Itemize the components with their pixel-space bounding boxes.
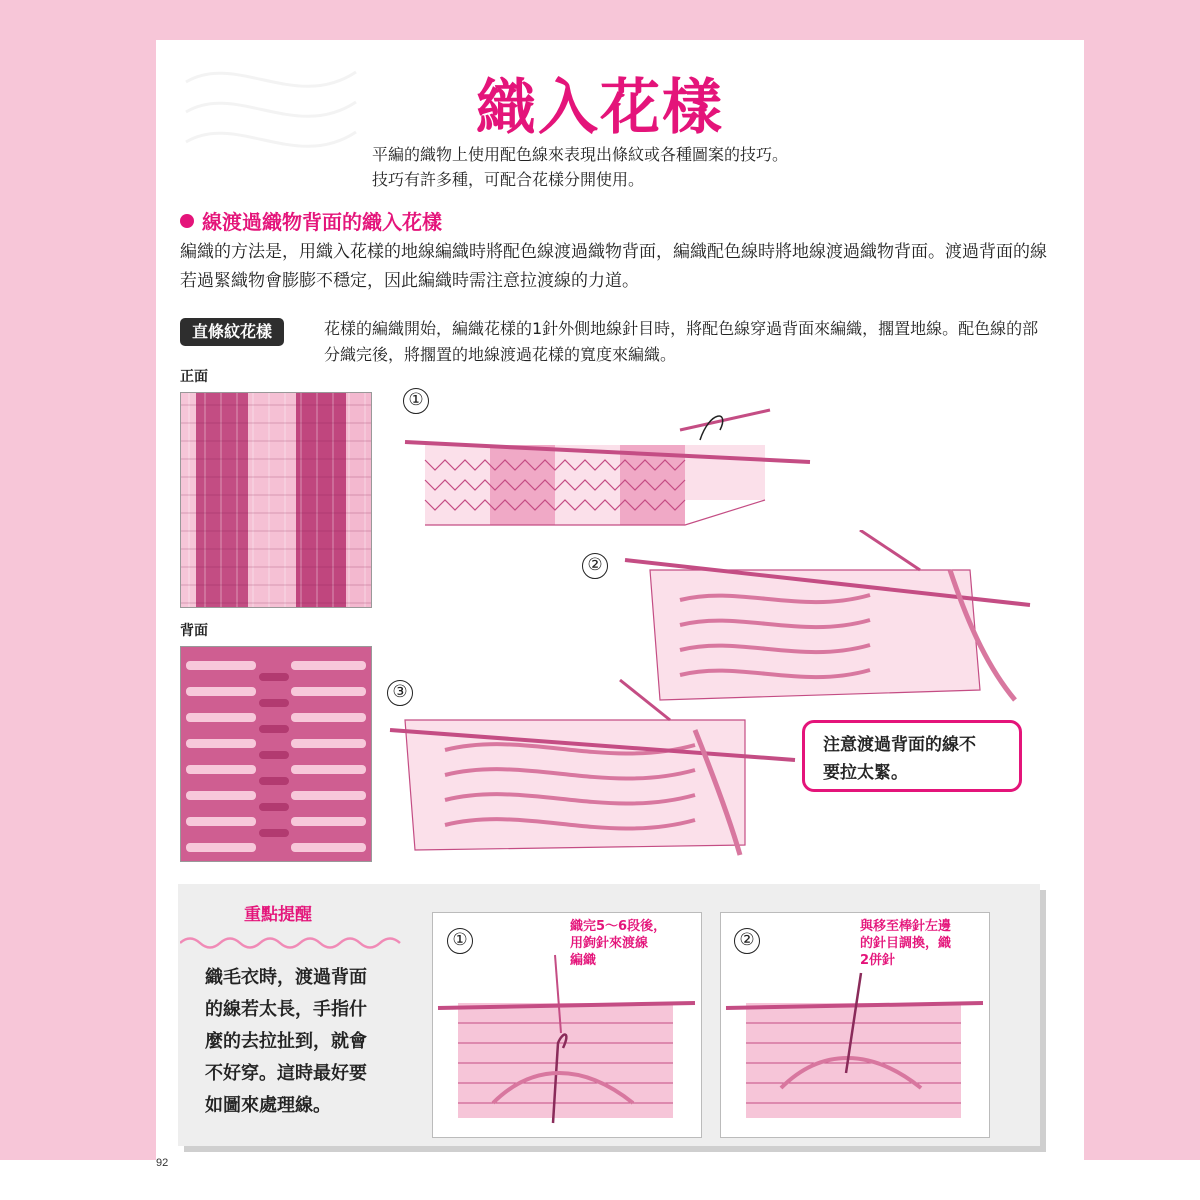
step-3-number: ③ [387,680,413,706]
tip-line-4: 不好穿。這時最好要 [205,1063,367,1084]
intro-line-2: 技巧有許多種，可配合花樣分開使用。 [372,170,645,189]
tip-panel-1-note [570,918,666,969]
tip-panel-1-note-line-2: 用鉤針來渡線 [570,936,649,951]
tip-panel-2-note-line-2: 的針目調換，織 [860,936,952,951]
tip-panel-2-number: ② [734,928,760,954]
intro-text [372,142,788,192]
intro-line-1: 平編的織物上使用配色線來表現出條紋或各種圖案的技巧。 [372,145,789,164]
top-color-band [156,0,1084,40]
tip-text [205,962,420,1122]
page-number: 92 [156,1157,169,1169]
step-1-knitting-diagram [400,400,820,540]
tip-line-2: 的線若太長，手指什 [205,999,367,1020]
step-3-knitting-diagram [385,660,805,860]
back-swatch-photo [180,646,372,862]
front-side-label: 正面 [180,369,208,385]
back-side-label: 背面 [180,623,208,639]
callout-line-1: 注意渡過背面的線不 [823,735,976,755]
section-heading-text: 線渡過織物背面的織入花樣 [202,210,442,234]
stripe-pattern-tag: 直條紋花樣 [180,318,284,346]
bottom-margin [156,1160,1084,1200]
tip-panel-1-note-line-1: 織完5～6段後， [570,919,667,934]
tip-panel-2-note-line-3: 2併針 [860,953,896,968]
tip-panel-1-note-line-3: 編織 [570,953,597,968]
callout-line-2: 要拉太緊。 [823,763,908,783]
step-1-number: ① [403,388,429,414]
section-body-text: 編織的方法是，用織入花樣的地線編織時將配色線渡過織物背面，編織配色線時將地線渡過織物背面。渡過背面的線若過緊織物會膨膨不穩定，因此編織時需注意拉渡線的力道。 [180,242,1047,291]
section-heading [180,206,442,235]
tip-panel-1-number: ① [447,928,473,954]
page-title: 織入花樣 [476,73,724,143]
tip-line-5: 如圖來處理線。 [205,1095,331,1116]
callout-note [802,720,1022,792]
bullet-dot-icon [180,214,194,228]
right-color-band [1084,0,1200,1160]
stripe-pattern-description: 花樣的編織開始，編織花樣的1針外側地線針目時，將配色線穿過背面來編織，擱置地線。配色線的部分織完後，將擱置的地線渡過花樣的寬度來編織。 [324,319,1039,364]
front-swatch-photo [180,392,372,608]
tip-panel-2-note [860,918,951,969]
step-2-number: ② [582,553,608,579]
tip-line-3: 麼的去拉扯到，就會 [205,1031,367,1052]
tip-title: 重點提醒 [244,905,312,925]
tip-wavy-divider [180,934,405,952]
tip-line-1: 織毛衣時，渡過背面 [205,967,367,988]
tip-panel-2-note-line-1: 與移至棒針左邊 [860,919,952,934]
left-color-band [0,0,156,1160]
